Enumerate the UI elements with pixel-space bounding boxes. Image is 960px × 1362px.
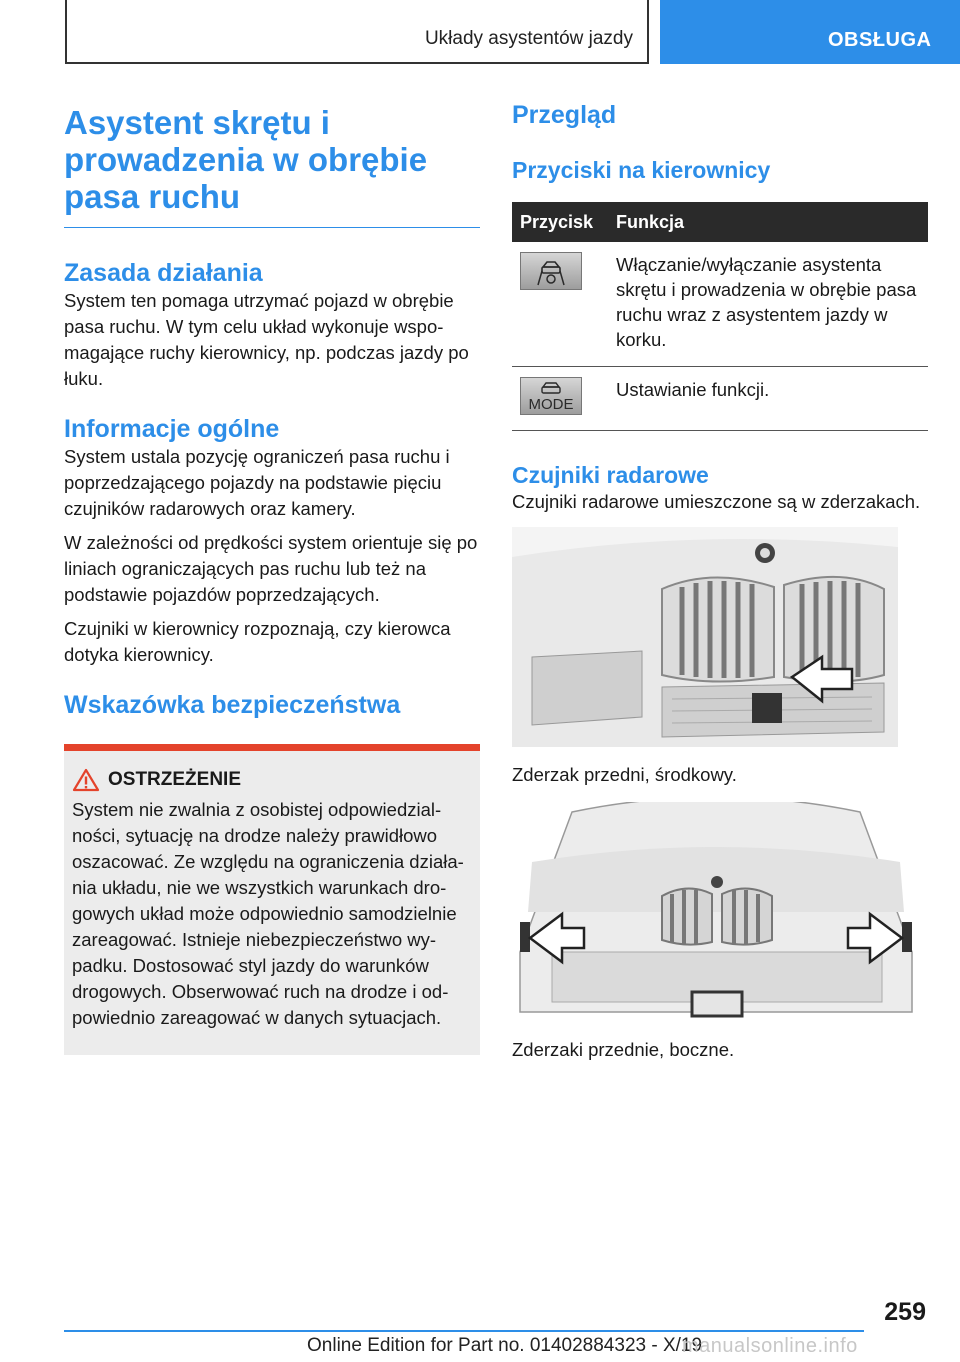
overview-heading: Przegląd	[512, 101, 617, 129]
radar-text: Czujniki radarowe umieszczone są w zderzakach.	[512, 491, 921, 512]
front-bumper-sides-illustration	[512, 802, 920, 1022]
caption-front-center: Zderzak przedni, środkowy.	[512, 764, 737, 785]
footer-edition: Online Edition for Part no. 01402884323 - X/19	[307, 1335, 703, 1356]
general-paragraph-1: System ustala pozycję ograniczeń pasa ruchu i poprzedzającego pojazdy na podstawie pięciu czujników radarowych oraz kamery.	[64, 446, 450, 519]
buttons-table	[512, 202, 928, 431]
row-function-text: Ustawianie funkcji.	[616, 379, 770, 400]
section-heading-safety: Wskazówka bezpieczeństwa	[64, 691, 401, 719]
table-row	[512, 367, 928, 431]
warning-triangle-icon	[72, 768, 100, 792]
warning-title: OSTRZEŻENIE	[108, 767, 470, 793]
footer-divider	[64, 1330, 864, 1332]
warning-box	[64, 751, 480, 1055]
warning-text: System nie zwalnia z osobistej odpowiedzial-ności, sytuację na drodze należy prawidłowo oszacować. Ze względu na ograniczenia działa-nia układu, nie we wszystkich warunkach dro-gowych układ może odpowiednio samodzielnie zareagować. Istnieje niebezpieczeństwo wy-padku. Dostosować styl jazdy do warunków drogowych. Obserwować ruch na drodze i od-powiednio zareagować w danych sytuacjach.	[72, 799, 464, 1028]
radar-heading: Czujniki radarowe	[512, 462, 709, 488]
page-number: 259	[884, 1298, 926, 1326]
buttons-subheading: Przyciski na kierownicy	[512, 157, 771, 183]
table-header	[512, 202, 928, 242]
section-heading-principle: Zasada działania	[64, 259, 263, 287]
principle-paragraph: System ten pomaga utrzymać pojazd w obrębie pasa ruchu. W tym celu układ wykonuje wspo-magające ruchy kierownicy, np. podczas jazdy po łuku.	[64, 290, 469, 389]
lane-steering-assist-button-icon	[520, 252, 582, 290]
front-bumper-center-illustration	[512, 527, 898, 747]
mode-button-icon	[520, 377, 582, 415]
right-column	[512, 100, 928, 1063]
column-header-function: Funkcja	[616, 211, 685, 232]
section-heading-general: Informacje ogólne	[64, 415, 280, 443]
warning-bar	[64, 744, 480, 751]
header-section-tab[interactable]	[660, 0, 960, 64]
chapter-title: Układy asystentów jazdy	[424, 28, 633, 49]
caption-front-sides: Zderzaki przednie, boczne.	[512, 1039, 735, 1060]
mode-button-label: MODE	[528, 396, 574, 413]
column-header-button: Przycisk	[520, 211, 594, 232]
watermark-text: manualsonline.info	[682, 1335, 858, 1357]
header-chapter-box	[65, 0, 649, 64]
general-paragraph-3: Czujniki w kierownicy rozpoznają, czy kierowca dotyka kierownicy.	[64, 618, 451, 665]
section-tab-label: OBSŁUGA	[828, 29, 932, 51]
left-column	[64, 104, 480, 1055]
page-title: Asystent skrętu i prowadzenia w obrębie pasa ruchu	[64, 104, 480, 228]
general-paragraph-2: W zależności od prędkości system orientuje się po liniach ograniczających pas ruchu lub też na podstawie pojazdów poprzedzających.	[64, 532, 478, 605]
row-function-text: Włączanie/wyłączanie asystenta skrętu i prowadzenia w obrębie pasa ruchu wraz z asystentem jazdy w korku.	[616, 254, 917, 350]
table-row	[512, 242, 928, 367]
